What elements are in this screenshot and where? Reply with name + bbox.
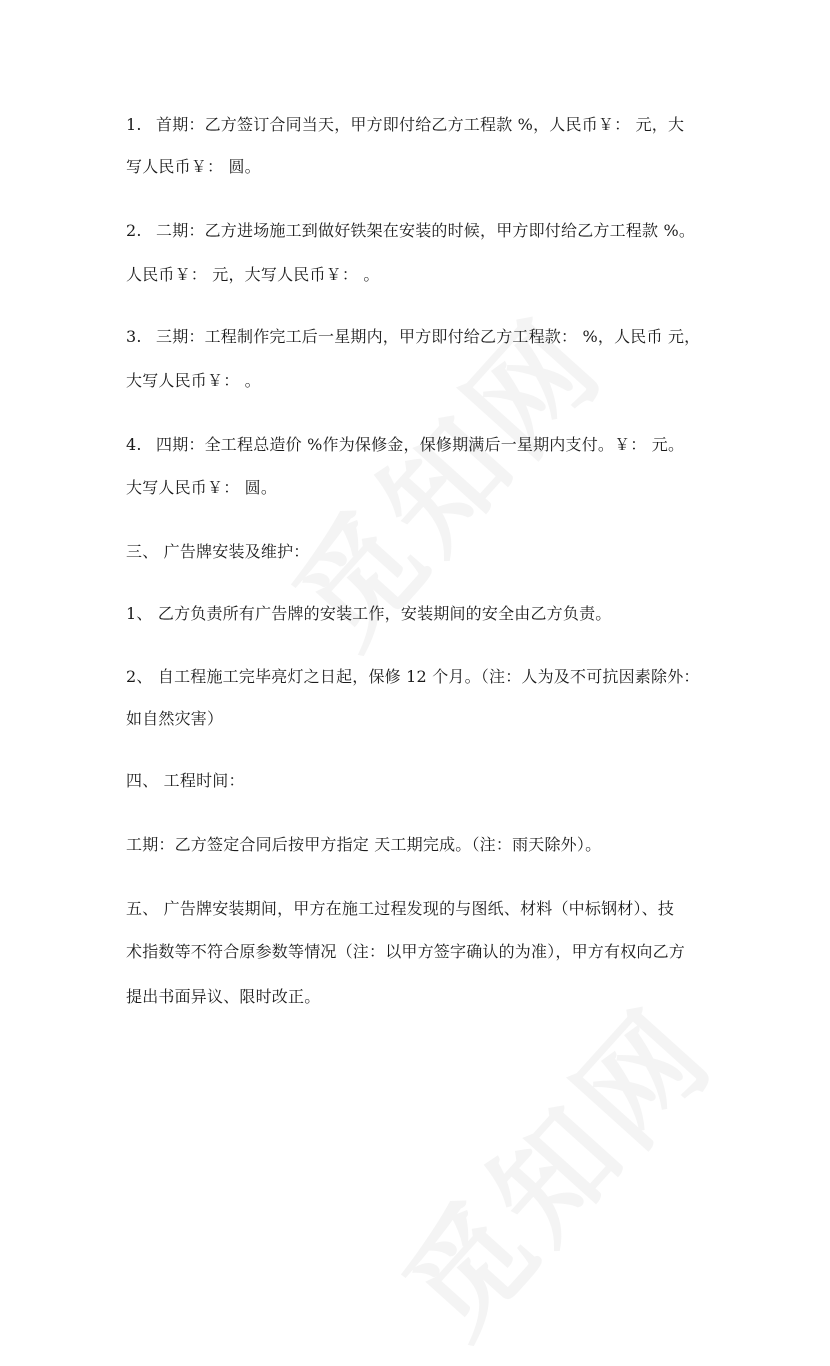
payment-4-line-1	[126, 434, 684, 456]
payment-2-line-1	[126, 220, 695, 242]
section-4-heading: 四、 工程时间：	[126, 771, 245, 790]
payment-4-line-2: 大写人民币￥： 圆。	[126, 478, 278, 497]
paragraph-text: 首期：乙方签订合同当天，甲方即付给乙方工程款 %，人民币￥： 元，大	[156, 115, 685, 134]
paragraph-text: 二期：乙方进场施工到做好铁架在安装的时候，甲方即付给乙方工程款 %。	[156, 221, 696, 240]
section-3-item-2-line-1: 2、 自工程施工完毕亮灯之日起，保修 12 个月。（注：人为及不可抗因素除外：	[126, 667, 700, 686]
section-5-line-1: 五、 广告牌安装期间，甲方在施工过程发现的与图纸、材料（中标钢材）、技	[126, 899, 675, 918]
section-5-line-2: 术指数等不符合原参数等情况（注：以甲方签字确认的为准），甲方有权向乙方	[126, 942, 686, 961]
section-3-heading: 三、 广告牌安装及维护：	[126, 542, 310, 561]
paragraph-number: 1.	[126, 115, 142, 134]
payment-2-line-2: 人民币￥： 元，大写人民币￥： 。	[126, 265, 380, 284]
paragraph-number: 2.	[126, 221, 142, 240]
payment-1-line-2: 写人民币￥： 圆。	[126, 157, 261, 176]
paragraph-number: 3.	[126, 327, 142, 346]
payment-3-line-1	[126, 326, 700, 348]
section-3-item-1: 1、 乙方负责所有广告牌的安装工作，安装期间的安全由乙方负责。	[126, 604, 612, 623]
payment-3-line-2: 大写人民币￥： 。	[126, 371, 261, 390]
payment-1-line-1	[126, 114, 684, 136]
section-3-item-2-line-2: 如自然灾害）	[126, 709, 224, 728]
paragraph-text: 三期：工程制作完工后一星期内，甲方即付给乙方工程款： %，人民币 元，	[156, 327, 701, 346]
watermark-lower	[360, 966, 745, 1366]
section-4-period: 工期：乙方签定合同后按甲方指定 天工期完成。（注：雨天除外）。	[126, 835, 602, 854]
section-5-line-3: 提出书面异议、限时改正。	[126, 987, 321, 1006]
paragraph-text: 四期：全工程总造价 %作为保修金，保修期满后一星期内支付。￥： 元。	[156, 435, 685, 454]
paragraph-number: 4.	[126, 435, 142, 454]
